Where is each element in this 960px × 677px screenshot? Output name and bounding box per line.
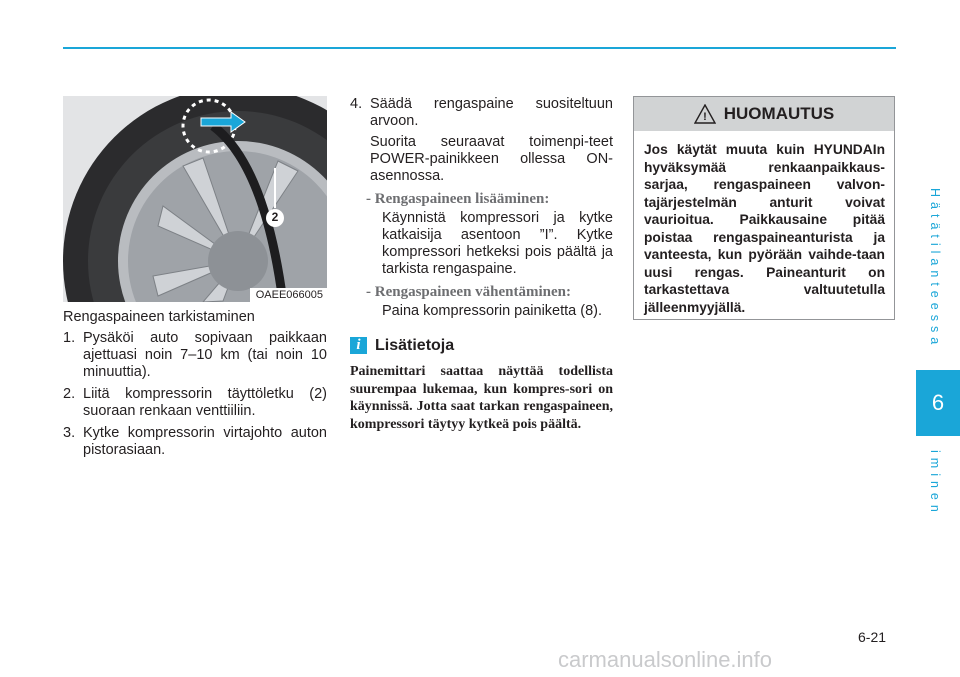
list-item xyxy=(350,96,613,130)
warning-symbol: ! xyxy=(702,111,707,123)
step-number: 1. xyxy=(63,330,76,346)
step-text: Kytke kompressorin virtajohto auton pistorasiaan. xyxy=(83,425,327,458)
step-text: Liitä kompressorin täyttöletku (2) suoraan renkaan venttiiliin. xyxy=(83,386,327,419)
section-heading: Rengaspaineen tarkistaminen xyxy=(63,309,255,325)
caution-box xyxy=(633,96,895,320)
caution-title: HUOMAUTUS xyxy=(723,104,835,123)
step-number: 2. xyxy=(63,386,76,402)
chapter-title-top: Hätätilanteessa xyxy=(928,188,942,350)
list-item xyxy=(63,330,327,381)
steps-list xyxy=(63,330,327,459)
info-header xyxy=(350,337,613,354)
info-body: Painemittari saattaa näyttää todellista suurempaa lukemaa, kun kompres-sori on käynnissä. Jotta saat tarkan rengaspaineen, kompressori täytyy kytkeä pois päältä. xyxy=(350,364,613,432)
caution-header xyxy=(634,97,894,131)
tire-illustration xyxy=(63,96,327,302)
step-number: 4. xyxy=(350,96,363,112)
dash-text-decrease: Paina kompressorin painiketta (8). xyxy=(382,303,603,319)
info-icon: i xyxy=(350,337,367,354)
step-number: 3. xyxy=(63,425,76,441)
caution-body: Jos käytät muuta kuin HYUNDAIn hyväksymää renkaanpaikkaus-sarjaa, rengaspaineen valvon-tajärjestelmän anturit voivat vaurioitua. Paikkausaine pitää poistaa rengaspaineanturista ja vanteesta, kun pyörään vaihde-taan uusi rengas. Paineanturit on tarkastettava valtuutetulla jälleenmyyjällä. xyxy=(644,142,885,315)
step-subtext: Suorita seuraavat toimenpi-teet POWER-painikkeen ollessa ON-asennossa. xyxy=(370,134,613,184)
chapter-tab: 6 xyxy=(916,370,960,436)
chapter-title-bottom: iminen xyxy=(928,450,942,517)
list-item xyxy=(63,386,327,420)
column-2 xyxy=(350,96,613,433)
list-item xyxy=(63,425,327,459)
top-rule xyxy=(63,47,896,49)
tire-photo xyxy=(63,96,327,302)
info-title: Lisätietoja xyxy=(375,337,455,354)
step-text: Pysäköi auto sopivaan paikkaan ajettuasi noin 7–10 km (tai noin 10 minuuttia). xyxy=(83,330,327,380)
callout-number: 2 xyxy=(271,210,279,224)
watermark: carmanualsonline.info xyxy=(558,647,773,672)
warning-triangle-icon xyxy=(694,104,716,124)
dash-heading-increase: - Rengaspaineen lisääminen: xyxy=(366,191,550,207)
page-number: 6-21 xyxy=(858,629,887,645)
dash-text-increase: Käynnistä kompressori ja kytke katkaisija asentoon ”I”. Kytke kompressori hetkeksi pois päältä ja tarkista rengaspaine. xyxy=(382,210,613,277)
image-code: OAEE066005 xyxy=(250,288,327,302)
column-1 xyxy=(63,309,327,464)
dash-heading-decrease: - Rengaspaineen vähentäminen: xyxy=(366,284,572,300)
step-text: Säädä rengaspaine suositeltuun arvoon. xyxy=(370,96,613,129)
